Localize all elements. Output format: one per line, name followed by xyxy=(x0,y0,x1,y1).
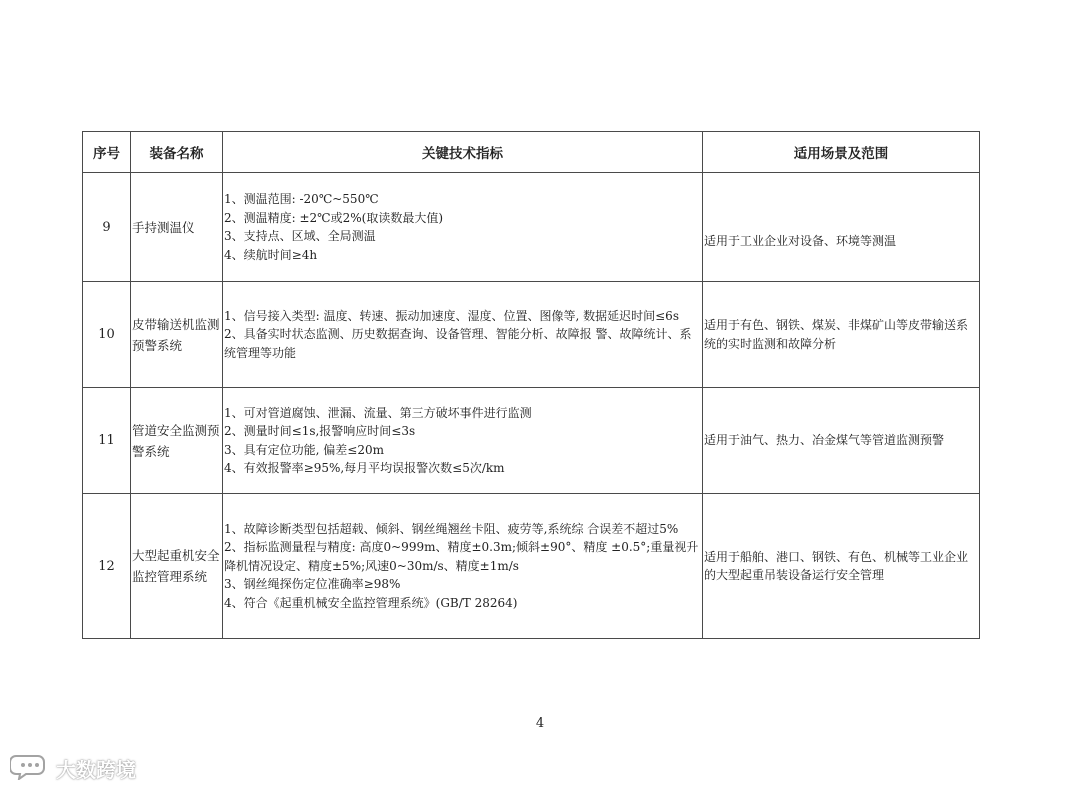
row-number: 10 xyxy=(83,282,131,388)
row-number: 12 xyxy=(83,494,131,639)
equipment-table xyxy=(82,131,980,639)
spec-line: 1、故障诊断类型包括超载、倾斜、钢丝绳翘丝卡阻、疲劳等,系统综 合误差不超过5% xyxy=(224,521,679,536)
application-scope: 适用于油气、热力、冶金煤气等管道监测预警 xyxy=(703,388,980,494)
tech-specs xyxy=(223,494,703,639)
row-number: 11 xyxy=(83,388,131,494)
spec-line: 4、符合《起重机械安全监控管理系统》(GB/T 28264) xyxy=(224,595,518,610)
table-row xyxy=(83,494,980,639)
header-scope: 适用场景及范围 xyxy=(703,132,980,173)
spec-line: 2、测量时间≤1s,报警响应时间≤3s xyxy=(224,424,416,438)
spec-line: 1、测温范围: -20℃~550℃ xyxy=(224,192,379,206)
spec-line: 4、有效报警率≥95%,每月平均误报警次数≤5次/km xyxy=(224,461,505,475)
application-scope: 适用于有色、钢铁、煤炭、非煤矿山等皮带输送系统的实时监测和故障分析 xyxy=(703,282,980,388)
spec-line: 3、钢丝绳探伤定位准确率≥98% xyxy=(224,577,401,592)
watermark-text: 大数跨境 xyxy=(56,758,136,782)
spec-line: 2、指标监测量程与精度: 高度0~999m、精度±0.3m;倾斜±90°、精度 ±0.5°;重量视升降机情况设定、精度±5%;风速0~30m/s、精度±1m/s xyxy=(224,540,699,573)
spec-line: 1、可对管道腐蚀、泄漏、流量、第三方破坏事件进行监测 xyxy=(224,405,532,420)
tech-specs xyxy=(223,388,703,494)
tech-specs xyxy=(223,282,703,388)
equipment-name: 管道安全监测预警系统 xyxy=(131,388,223,494)
row-number: 9 xyxy=(83,173,131,282)
equipment-name: 大型起重机安全监控管理系统 xyxy=(131,494,223,639)
table-row xyxy=(83,173,980,282)
chat-bubble-icon xyxy=(10,752,56,785)
table-row xyxy=(83,282,980,388)
application-scope: 适用于工业企业对设备、环境等测温 xyxy=(703,173,980,282)
page-number: 4 xyxy=(535,716,545,731)
header-no: 序号 xyxy=(83,132,131,173)
spec-line: 2、具备实时状态监测、历史数据查询、设备管理、智能分析、故障报 警、故障统计、系统管理等功能 xyxy=(224,327,692,360)
table-row xyxy=(83,388,980,494)
spec-line: 1、信号接入类型: 温度、转速、振动加速度、湿度、位置、图像等, 数据延迟时间≤6s xyxy=(224,308,679,323)
spec-line: 4、续航时间≥4h xyxy=(224,247,318,262)
equipment-name: 皮带输送机监测预警系统 xyxy=(131,282,223,388)
spec-line: 3、支持点、区域、全局测温 xyxy=(224,229,376,243)
spec-line: 3、具有定位功能, 偏差≤20m xyxy=(224,442,384,457)
tech-specs xyxy=(223,173,703,282)
equipment-name: 手持测温仪 xyxy=(131,173,223,282)
spec-line: 2、测温精度: ±2℃或2%(取读数最大值) xyxy=(224,210,444,225)
watermark xyxy=(10,752,136,785)
header-specs: 关键技术指标 xyxy=(223,132,703,173)
header-name: 装备名称 xyxy=(131,132,223,173)
application-scope: 适用于船舶、港口、钢铁、有色、机械等工业企业的大型起重吊装设备运行安全管理 xyxy=(703,494,980,639)
table-header-row xyxy=(83,132,980,173)
